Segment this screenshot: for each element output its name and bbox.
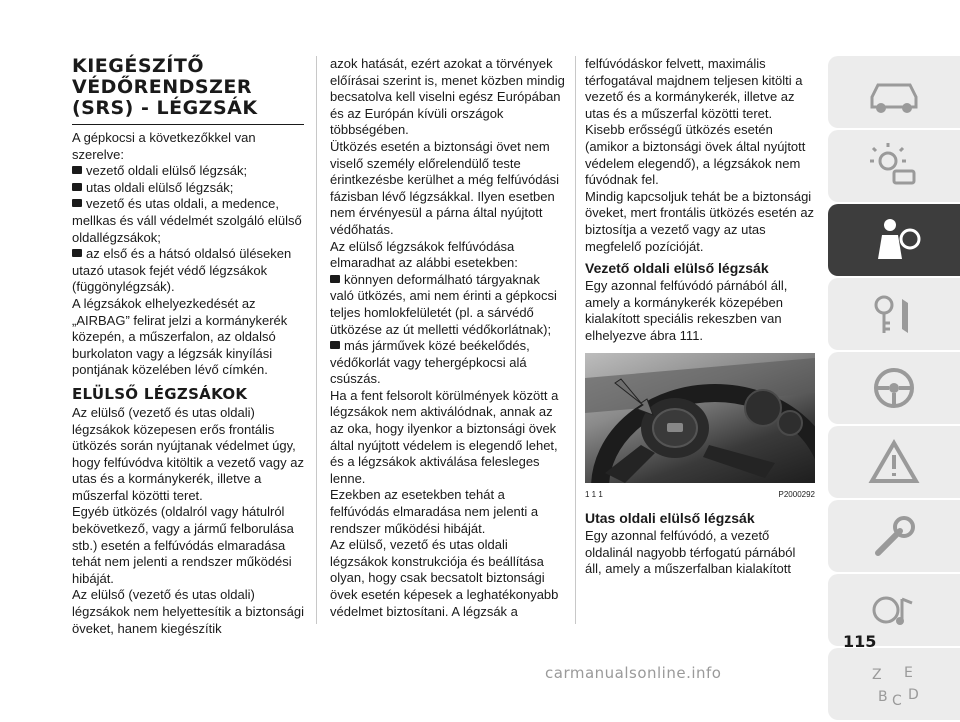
column-2 bbox=[330, 56, 566, 620]
multimedia-icon bbox=[864, 585, 924, 635]
body-paragraph: Kisebb erősségű ütközés esetén (amikor a biztonsági övek által nyújtott védelem elegendő), a légzsákok nem fúvódnak fel. bbox=[585, 122, 806, 188]
body-paragraph: Ezekben az esetekben tehát a felfúvódás elmaradása nem jelenti a rendszer működési hibáját. bbox=[330, 487, 539, 536]
tab-driving[interactable] bbox=[828, 352, 960, 424]
body-paragraph: Az elülső, vezető és utas oldali légzsákok konstrukciója és beállítása olyan, hogy csak becsatolt biztonsági övek esetén képesek a leghatékonyabb védelmet biztosítani. A légzsák a bbox=[330, 537, 559, 619]
tab-dashboard-lights[interactable] bbox=[828, 130, 960, 202]
title-line: KIEGÉSZÍTŐ bbox=[72, 55, 204, 77]
bullet-item: más járművek közé beékelődés, védőkorlát vagy tehergépkocsi alá csúszás. bbox=[330, 338, 530, 387]
bullet-icon bbox=[72, 183, 82, 191]
airbag-person-icon bbox=[864, 215, 924, 265]
subsection-heading: Utas oldali elülső légzsák bbox=[585, 510, 755, 527]
column-separator bbox=[316, 56, 317, 624]
steering-wheel-photo bbox=[585, 353, 815, 483]
svg-text:D: D bbox=[908, 687, 919, 703]
intro-text: A gépkocsi a következőkkel van szerelve: bbox=[72, 130, 256, 162]
figure-code: P2000292 bbox=[778, 489, 815, 499]
bullet-item: az első és a hátsó oldalsó üléseken utazó utasok fejét védő légzsákok (függönylégzsák). bbox=[72, 246, 292, 295]
body-paragraph: Ütközés esetén a biztonsági övet nem viselő személy előrelendülő teste érintkezésbe kerülhet a még felfúvódási fázisban lévő légzsákkal. Ilyen esetben nem érvényesül a párna által nyújtott védőhatás. bbox=[330, 138, 560, 237]
subsection-heading: Vezető oldali elülső légzsák bbox=[585, 260, 769, 277]
car-icon bbox=[864, 67, 924, 117]
tab-index[interactable] bbox=[828, 648, 960, 720]
svg-text:Z: Z bbox=[872, 667, 882, 683]
chapter-sidebar bbox=[828, 56, 960, 722]
bullet-item: utas oldali elülső légzsák; bbox=[72, 180, 304, 197]
key-icon bbox=[864, 289, 924, 339]
section-title bbox=[72, 56, 304, 125]
wrench-icon bbox=[864, 511, 924, 561]
tab-emergency[interactable] bbox=[828, 426, 960, 498]
body-paragraph: azok hatását, ezért azokat a törvények előírásai szerint is, menet közben mindig becsatolva kell viselni egész Európában és az Európán kívüli országok többségében. bbox=[330, 56, 565, 138]
tab-maintenance[interactable] bbox=[828, 500, 960, 572]
subsection-heading: ELÜLSŐ LÉGZSÁKOK bbox=[72, 384, 248, 403]
svg-text:C: C bbox=[892, 693, 902, 709]
body-paragraph: felfúvódáskor felvett, maximális térfogatával majdnem teljesen kitölti a vezető és a kormánykerék, illetve az utas és a műszerfal közötti teret. bbox=[585, 56, 803, 121]
body-paragraph: Az elülső (vezető és utas oldali) légzsákok közepesen erős frontális ütközés során nyújtanak védelmet úgy, hogy felfúvódva kitöltik a vezető vagy az utas és a kormánykerék, illetve a műszerfal közötti teret. bbox=[72, 404, 304, 503]
figure-caption bbox=[585, 487, 815, 504]
tab-starting[interactable] bbox=[828, 278, 960, 350]
bullet-item: vezető és utas oldali, a medence, mellkas és váll védelmét szolgáló elülső oldallégzsákok; bbox=[72, 196, 302, 245]
body-paragraph: Ha a fent felsorolt körülmények között a légzsákok nem aktiválódnak, annak az az oka, hogy ilyenkor a biztonsági övek által nyújtott védelem is elegendő lehet, és a légzsákok aktiválása felesleges lenne. bbox=[330, 387, 559, 486]
body-paragraph: Egyéb ütközés (oldalról vagy hátulról bekövetkező, vagy a jármű felborulása stb.) esetén a felfúvódás elmaradása tehát nem jelenti a rendszer működési hibáját. bbox=[72, 504, 294, 586]
dashboard-lights-icon bbox=[864, 141, 924, 191]
bullet-icon bbox=[72, 199, 82, 207]
title-line: (SRS) - LÉGZSÁK bbox=[72, 97, 258, 119]
figure-marker: 1 1 1 bbox=[585, 489, 603, 499]
column-3 bbox=[585, 56, 815, 578]
body-paragraph: Az elülső (vezető és utas oldali) légzsákok nem helyettesítik a biztonsági öveket, hanem kiegészítik bbox=[72, 587, 304, 636]
index-letters-icon bbox=[864, 659, 924, 709]
warning-triangle-icon bbox=[864, 437, 924, 487]
bullet-icon bbox=[330, 275, 340, 283]
body-paragraph: Mindig kapcsoljuk tehát be a biztonsági öveket, mert frontális ütközés esetén az biztosítja a vezető vagy az utas megfelelő pozícióját. bbox=[585, 188, 815, 254]
bullet-icon bbox=[330, 341, 340, 349]
body-paragraph: A légzsákok elhelyezkedését az „AIRBAG” felirat jelzi a kormánykerék közepén, a műszerfalon, az oldalsó burkolaton vagy a légzsák kinyílási pontjának közelében lévő címkén. bbox=[72, 295, 288, 378]
svg-text:B: B bbox=[878, 689, 888, 705]
svg-text:E: E bbox=[904, 665, 913, 681]
bullet-item: vezető oldali elülső légzsák; bbox=[72, 163, 304, 180]
bullet-item: könnyen deformálható tárgyaknak való ütközés, ami nem érinti a gépkocsi teljes homlokfelületét (pl. a sárvédő ütközése az út melletti védőkorlátnak); bbox=[330, 271, 557, 337]
tab-safety[interactable] bbox=[828, 204, 960, 276]
bullet-icon bbox=[72, 249, 82, 257]
bullet-icon bbox=[72, 166, 82, 174]
title-line: VÉDŐRENDSZER bbox=[72, 76, 252, 98]
steering-wheel-illustration bbox=[585, 353, 815, 483]
column-1 bbox=[72, 56, 304, 637]
column-separator bbox=[575, 56, 576, 624]
page-number: 115 bbox=[843, 632, 877, 651]
steering-wheel-icon bbox=[864, 363, 924, 413]
body-paragraph: Egy azonnal felfúvódó párnából áll, amely a kormánykerék közepében kialakított speciális rekeszben van elhelyezve ábra 111. bbox=[585, 278, 788, 343]
body-paragraph: Egy azonnal felfúvódó, a vezető oldalinál nagyobb térfogatú párnából áll, amely a műszerfalban kialakított bbox=[585, 528, 796, 577]
watermark: carmanualsonline.info bbox=[545, 664, 722, 682]
tab-car[interactable] bbox=[828, 56, 960, 128]
body-paragraph: Az elülső légzsákok felfúvódása elmaradhat az alábbi esetekben: bbox=[330, 238, 518, 271]
